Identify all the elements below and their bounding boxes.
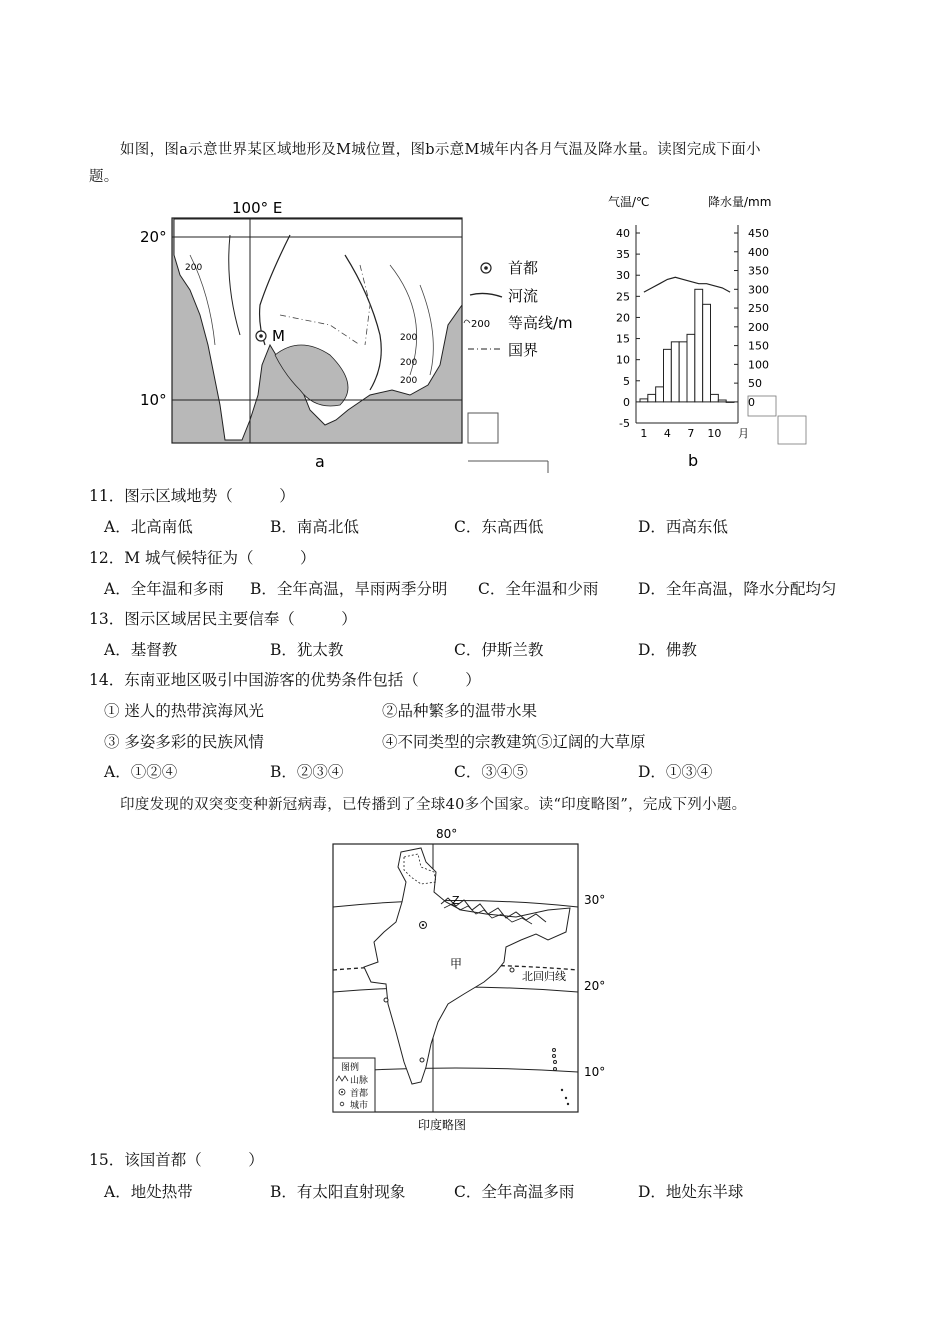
india-lon-80: 80° xyxy=(436,827,458,841)
q13-option-a[interactable]: A．基督教 xyxy=(104,641,178,659)
q14-item-4: ④不同类型的宗教建筑⑤辽阔的大草原 xyxy=(382,733,646,751)
q12-option-b[interactable]: B．全年高温，旱雨两季分明 xyxy=(250,580,448,598)
intro-2: 印度发现的双突变变种新冠病毒，已传播到了全球40多个国家。读“印度略图”，完成下列小题。 xyxy=(120,797,747,813)
city-icon xyxy=(340,1102,344,1106)
left-tick-label: 20 xyxy=(616,311,630,325)
left-tick-label: 5 xyxy=(623,374,630,388)
india-lat-30: 30° xyxy=(584,893,606,907)
precip-bar xyxy=(726,402,734,403)
india-legend-city: 城市 xyxy=(350,1101,369,1111)
map-a xyxy=(130,195,590,475)
q15-stem: 15．该国首都（ ） xyxy=(89,1151,264,1169)
precip-bar xyxy=(695,289,703,402)
india-map-caption: 印度略图 xyxy=(418,1118,467,1132)
q13-option-c[interactable]: C．伊斯兰教 xyxy=(454,641,544,659)
precip-bar xyxy=(718,400,726,402)
x-tick-label: 7 xyxy=(687,427,695,440)
q14-item-1: ① 迷人的热带滨海风光 xyxy=(104,702,264,720)
precip-bar xyxy=(687,334,695,402)
chart-b-caption: b xyxy=(688,451,699,470)
q12-option-c[interactable]: C．全年温和少雨 xyxy=(478,580,599,598)
left-tick-label: -5 xyxy=(619,417,630,430)
q15-option-a[interactable]: A．地处热带 xyxy=(104,1183,193,1201)
map-a-legend xyxy=(464,259,573,359)
q15-option-c[interactable]: C．全年高温多雨 xyxy=(454,1183,575,1201)
q14-option-c[interactable]: C．③④⑤ xyxy=(454,763,528,781)
q11-stem: 11．图示区域地势（ ） xyxy=(89,487,295,505)
climate-chart-b xyxy=(600,190,820,475)
legend-border: 国界 xyxy=(508,341,539,359)
q12-option-a[interactable]: A．全年温和多雨 xyxy=(104,580,224,598)
precip-bar xyxy=(703,304,711,402)
q11-option-c[interactable]: C．东高西低 xyxy=(454,518,544,536)
map-a-lat20: 20° xyxy=(140,228,167,246)
q14-item-2: ②品种繁多的温带水果 xyxy=(382,702,538,720)
right-tick-label: 300 xyxy=(748,283,769,297)
q11-option-d[interactable]: D．西高东低 xyxy=(638,518,728,536)
city-m-label: M xyxy=(272,327,285,345)
q14-option-d[interactable]: D．①③④ xyxy=(638,763,713,781)
q11-option-b[interactable]: B．南高北低 xyxy=(270,518,359,536)
intro-line-1: 如图，图a示意世界某区域地形及M城位置，图b示意M城年内各月气温及降水量。读图完成下面小 xyxy=(120,142,761,158)
india-map xyxy=(326,822,626,1138)
q13-option-d[interactable]: D．佛教 xyxy=(638,641,697,659)
left-tick-label: 30 xyxy=(616,269,630,283)
contour-label-4: 200 xyxy=(400,376,418,386)
chart-right-title: 降水量/mm xyxy=(708,195,772,209)
precip-bar xyxy=(679,342,687,402)
india-city-icon xyxy=(510,968,514,972)
right-tick-label: 350 xyxy=(748,264,769,278)
intro-line-2: 题。 xyxy=(89,169,119,185)
chart-left-title: 气温/℃ xyxy=(608,195,650,209)
map-a-lon-label: 100° E xyxy=(232,199,283,217)
x-tick-label: 1 xyxy=(640,427,648,440)
q14-option-b[interactable]: B．②③④ xyxy=(270,763,344,781)
map-a-lat10: 10° xyxy=(140,391,167,409)
q13-stem: 13．图示区域居民主要信奉（ ） xyxy=(89,610,357,628)
x-tick-label: 4 xyxy=(663,427,671,440)
precip-bar xyxy=(664,349,672,402)
right-tick-label: 50 xyxy=(748,377,762,391)
right-tick-label: 200 xyxy=(748,320,769,334)
q14-stem: 14．东南亚地区吸引中国游客的优势条件包括（ ） xyxy=(89,671,481,689)
contour-label-2: 200 xyxy=(400,333,418,343)
india-legend-capital: 首都 xyxy=(350,1089,369,1099)
india-city-icon xyxy=(384,998,388,1002)
q15-option-d[interactable]: D．地处东半球 xyxy=(638,1183,744,1201)
legend-contour-prefix: 200 xyxy=(471,319,491,330)
map-a-caption: a xyxy=(315,452,325,471)
right-tick-label: 0 xyxy=(748,395,755,409)
india-city-icon xyxy=(420,1058,424,1062)
india-place-jia: 甲 xyxy=(450,957,463,971)
x-tick-label: 10 xyxy=(707,427,722,440)
q15-option-b[interactable]: B．有太阳直射现象 xyxy=(270,1183,406,1201)
legend-contour: 等高线/m xyxy=(508,314,573,332)
precip-bar xyxy=(711,394,719,402)
precip-bar xyxy=(648,394,656,402)
left-tick-label: 10 xyxy=(616,353,630,367)
q14-item-3: ③ 多姿多彩的民族风情 xyxy=(104,733,264,751)
india-tropic-label: 北回归线 xyxy=(522,970,566,983)
india-legend-title: 图例 xyxy=(341,1063,360,1073)
contour-label-3: 200 xyxy=(400,358,418,368)
q12-stem: 12．M 城气候特征为（ ） xyxy=(89,549,316,567)
temperature-line xyxy=(644,277,730,292)
india-lat-20: 20° xyxy=(584,979,606,993)
left-tick-label: 25 xyxy=(616,290,630,304)
precip-bar xyxy=(640,399,648,402)
precip-bar xyxy=(671,342,679,402)
q11-option-a[interactable]: A．北高南低 xyxy=(104,518,193,536)
india-place-z: Z xyxy=(452,894,460,907)
left-tick-label: 15 xyxy=(616,332,630,346)
river-icon xyxy=(470,293,502,297)
right-tick-label: 400 xyxy=(748,245,769,259)
india-legend-mountain: 山脉 xyxy=(350,1076,369,1086)
left-tick-label: 40 xyxy=(616,227,630,240)
q14-option-a[interactable]: A．①②④ xyxy=(104,763,178,781)
legend-capital: 首都 xyxy=(508,259,539,277)
right-tick-label: 250 xyxy=(748,302,769,316)
x-axis-unit: 月 xyxy=(738,427,749,440)
right-tick-label: 150 xyxy=(748,339,769,353)
contour-icon xyxy=(464,320,470,323)
right-tick-label: 100 xyxy=(748,358,769,372)
india-lat-10: 10° xyxy=(584,1065,606,1079)
q13-option-b[interactable]: B．犹太教 xyxy=(270,641,344,659)
right-tick-label: 450 xyxy=(748,227,769,240)
precip-bar xyxy=(656,387,664,402)
legend-river: 河流 xyxy=(508,287,539,305)
q12-option-d[interactable]: D．全年高温，降水分配均匀 xyxy=(638,580,837,598)
left-tick-label: 0 xyxy=(623,395,630,409)
contour-label-1: 200 xyxy=(185,263,203,273)
left-tick-label: 35 xyxy=(616,248,630,262)
